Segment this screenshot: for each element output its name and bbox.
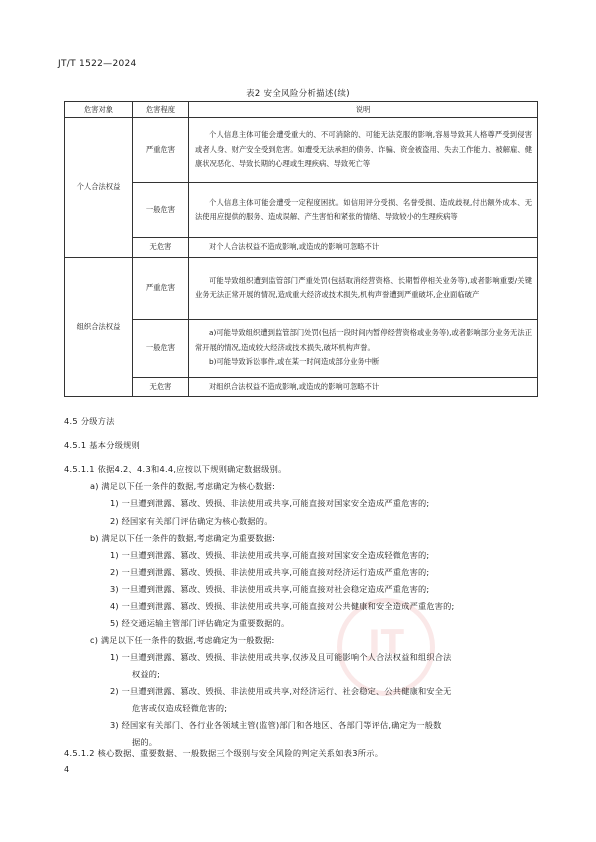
level-cell: 无危害 [133,377,189,397]
table-header-row [65,102,538,118]
page-number: 4 [64,765,70,774]
desc-text: 对个人合法权益不造成影响,或造成的影响可忽略不计 [209,242,380,251]
section-heading: 4.5.1 基本分级规则 [64,440,141,450]
level-cell: 一般危害 [133,183,189,238]
clause-text: 4.5.1.2 核心数据、重要数据、一般数据三个级别与安全风险的判定关系如表3所示。 [64,748,384,758]
list-item: 2) 一旦遭到泄露、篡改、毁损、非法使用或共享,对经济运行、社会稳定、公共健康和安全无 [110,686,452,696]
watermark-text: JT [368,623,404,663]
watermark-seal [337,598,435,696]
list-item: 2) 经国家有关部门评估确定为核心数据的。 [110,516,273,526]
list-item: c) 满足以下任一条件的数据,考虑确定为一般数据: [90,635,275,645]
standard-code: JT/T 1522—2024 [58,59,137,69]
desc-cell [189,377,538,397]
table-row [65,319,538,377]
desc-text: 对组织合法权益不造成影响,或造成的影响可忽略不计 [209,381,380,391]
section-heading: 4.5 分级方法 [64,416,115,426]
list-item: 3) 一旦遭到泄露、篡改、毁损、非法使用或共享,可能直接对社会稳定造成严重危害的; [110,584,430,594]
desc-text: 可能导致组织遭到监管部门严重处罚(包括取消经营资格、长期暂停相关业务等),或者影响重要/关键业务无法正常开展的情况,造成重大经济或技术损失,机构声誉遭到严重破坏,企业面临破产 [195,275,532,299]
level-cell: 无危害 [133,238,189,258]
level-cell: 严重危害 [133,118,189,183]
list-item: 3) 经国家有关部门、各行业各领域主管(监管)部门和各地区、各部门等评估,确定为一般数 [110,720,442,730]
list-item-cont: 据的。 [132,737,158,747]
desc-cell [189,319,538,377]
header-level: 危害程度 [133,102,189,118]
desc-cell [189,238,538,258]
desc-text: 个人信息主体可能会遭受一定程度困扰。如信用评分受损、名誉受损、造成歧视,付出额外成本、无法使用应提供的服务、造成误解、产生害怕和紧张的情绪、导致较小的生理疾病等 [195,197,532,221]
header-desc: 说明 [189,102,538,118]
desc-text: a)可能导致组织遭到监管部门处罚(包括一段时间内暂停经营资格或业务等),或者影响部分业务无法正常开展的情况,造成较大经济或技术损失,破坏机构声誉。 [195,328,532,352]
desc-text: b)可能导致诉讼事件,或在某一时间造成部分业务中断 [209,357,380,367]
desc-cell [189,183,538,238]
list-item: b) 满足以下任一条件的数据,考虑确定为重要数据: [90,533,276,543]
list-item-cont: 权益的; [132,669,161,679]
clause-text: 4.5.1.1 依据4.2、4.3和4.4,应按以下规则确定数据级别。 [64,464,287,474]
table-caption: 表2 安全风险分析描述(续) [246,88,350,98]
level-cell: 一般危害 [133,319,189,377]
list-item: 1) 一旦遭到泄露、篡改、毁损、非法使用或共享,可能直接对国家安全造成轻微危害的; [110,550,430,560]
table-row [65,238,538,258]
table-row [65,118,538,183]
list-item: 5) 经交通运输主管部门评估确定为重要数据的。 [110,618,290,628]
table-row [65,257,538,319]
risk-analysis-table [64,101,538,397]
list-item-cont: 危害或仅造成轻微危害的; [132,703,228,713]
desc-text: 个人信息主体可能会遭受重大的、不可消除的、可能无法克服的影响,容易导致其人格尊严受到侵害或者人身、财产安全受到危害。如遭受无法承担的债务、诈骗、资金被盗用、失去工作能力、被解雇、健康状况恶化、导致长期的心理或生理疾病、导致死亡等 [195,130,532,169]
list-item: 4) 一旦遭到泄露、篡改、毁损、非法使用或共享,可能直接对公共健康和安全造成严重危害的; [110,601,455,611]
list-item: 1) 一旦遭到泄露、篡改、毁损、非法使用或共享,可能直接对国家安全造成严重危害的; [110,498,430,508]
object-cell: 组织合法权益 [65,257,133,397]
list-item: a) 满足以下任一条件的数据,考虑确定为核心数据: [90,481,275,491]
list-item: 1) 一旦遭到泄露、篡改、毁损、非法使用或共享,仅涉及且可能影响个人合法权益和组织合法 [110,652,452,662]
object-cell: 个人合法权益 [65,118,133,258]
level-cell: 严重危害 [133,257,189,319]
table-row [65,377,538,397]
table-row [65,183,538,238]
desc-cell [189,118,538,183]
header-object: 危害对象 [65,102,133,118]
desc-cell [189,257,538,319]
list-item: 2) 一旦遭到泄露、篡改、毁损、非法使用或共享,可能直接对经济运行造成严重危害的; [110,567,430,577]
